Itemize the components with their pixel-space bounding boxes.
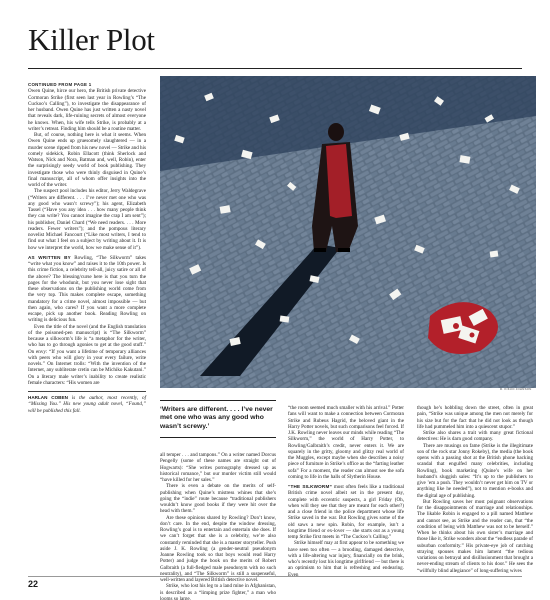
paragraph: all temper . . . and tampons.” On a writer named Dorcus Pengelly (some of these names are straight out of Hogwarts): “She writes pornography dressed up as historical romance,” but our murder victim still would “have killed for her sales.” (160, 452, 276, 483)
article-column-4 (417, 405, 533, 574)
paragraph: Owen Quine, hirce our hero, the British private detective Cormoran Strike (first seen last year in Rowling’s “The Cuckoo’s Calling”), to investigate the disappearance of her husband. Owen Quine has just written a nasty novel that reveals dark, life-ruining secrets of almost everyone he knows. When, his wife tells Strike, is probably at a writer’s retreat. Finding him should be a routine matter. (28, 88, 146, 132)
author-bio: HARLAN COBEN is the author, most recently, of “Missing You.” His new young adult novel, “Found,” will be published this fall. (28, 395, 146, 414)
paragraph: Strike himself may at first appear to be something we have seen too often — a brooding, damaged detective, with a life-altering war injury, financially on the brink, who’s recently lost his longtime girlfriend — but there is an optimism to him that is refreshing and endearing. Even (288, 540, 404, 578)
section-lead: AS WRITTEN BY (28, 254, 71, 260)
page-title: Killer Plot (28, 22, 155, 57)
paragraph: There is even a debate on the merits of self-publishing when Quine’s mistress whines that she’s going the “indie” route because “traditional publishers wouldn’t know good books if they were hit over the head with them.” (160, 483, 276, 515)
pull-quote: ‘Writers are different. . . . I’ve never met one who was any good who wasn’t screwy.’ (160, 400, 276, 438)
paragraph: But Rowling saves her most poignant observations for the disappointments of marriage and relationships. The likable Robin is engaged to a pill named Matthew and cannot see, as Strike and the reader can, that “the condition of being with Matthew was not to be herself.” When he thinks about his own sister’s marriage and those like it, Strike wonders about the “endless parade of suburban conformity.” His private-eye job of catching straying spouses makes him lament “the tedious variations on betrayal and disillusionment that brought a never-ending stream of clients to his door.” He sees the “willfully blind allegiance” of long-suffering wives (417, 498, 533, 574)
article-column-1 (28, 82, 146, 414)
bio-divider (28, 391, 146, 414)
paragraph: Strike also shares a trait with many great fictional detectives: He is darn good company. (417, 430, 533, 443)
continued-label: CONTINUED FROM PAGE 1 (28, 82, 92, 87)
author-name: HARLAN COBEN (28, 395, 68, 400)
article-column-2 (160, 452, 276, 600)
paragraph: “THE SILKWORM” most often feels like a traditional British crime novel albeit set in the present day, complete with eccentric suspects, a girl Friday (Oh, when will they see that they are meant for each other?) and a close friend in the police department whose life Strike saved in the war. But Rowling gives some of the old saws a new spin. Robin, for example, isn’t a longtime friend or ex-lover — she starts out as a young temp Strike first meets in “The Cuckoo’s Calling.” (288, 484, 404, 540)
page-number: 22 (28, 579, 39, 589)
top-rule (28, 68, 522, 69)
paragraph: The suspect pool includes his editor, Jerry Waldegrave (“Writers are different. . . . I’ve never met one who was any good who wasn’t screwy”); his agent, Elizabeth Tassel (“Have you any idea . . . how many people think they can write? You cannot imagine the crap I am sent”); his publisher, Daniel Chard (“We need readers. . . . More readers. Fewer writers”); and the pompous literary novelist Michael Fancourt (“Like most writers, I tend to find out what I feel on a subject by writing about it. It is how we interpret the world, how we make sense of it”). (28, 188, 146, 251)
paragraph: But, of course, nothing here is what it seems. When Owen Quine ends up gruesomely slaughtered — in a murder scene ripped from his new novel — Strike and his comely sidekick, Robin Ellacott (think Sherlock and Watson, Nick and Nora, Batman and, well, Robin), enter the surprisingly seedy world of book publishing. They investigate those who were thinly disguised in Quine’s final manuscript, all of whom offer insights into the world of the writer. (28, 132, 146, 188)
article-column-3 (288, 405, 404, 578)
illustration (160, 76, 536, 388)
paragraph: AS WRITTEN BY Rowling, “The Silkworm” takes “write what you know” and raises it to the 10th power. Is this crime fiction, a celebrity tell-all, juicy satire or all of the above? The blessing/curse here is that you turn the pages for the whodunit, but you never lose sight that these observations on the publishing world come from the very top. This makes complete escape, something mandatory for a crime novel, almost impossible — but then again, who cares? If you want a more complete escape, pick up another book. Reading Rowling on writing is delicious fun. (28, 254, 146, 324)
detective-illustration (160, 76, 536, 388)
footer-rule (28, 576, 522, 577)
paragraph: There are musings on fame (Strike is the illegitimate son of the rock star Jonny Rokeby), the media (the book opens with a passing shot at the British phone hacking scandal that engulfed many celebrities, including Rowling), book marketing (Quine’s wife on her husband’s sluggish sales: “It’s up to the publishers to give ’em a push. They wouldn’t never get him on TV or anything like he needed”), not to mention e-books and the digital age of publishing. (417, 442, 533, 499)
section-lead: “THE SILKWORM” (288, 484, 332, 489)
paragraph: Even the title of the novel (and the English translation of the poisoned-pen manuscript) is “The Silkworm” because a silkworm’s life is “a metaphor for the writer, who has to go through agonies to get at the good stuff.” On envy: “If you want a lifetime of temporary alliances with peers who will glory in your every failure, write novels.” On Internet trolls: “With the invention of the Internet, any subliterate cretin can be Michiko Kakutani.” On a literary male writer’s inability to create realistic female characters: “His women are (28, 323, 146, 386)
paragraph: Are these opinions shared by Rowling? Don’t know, don’t care. In the end, despite the window dressing, Rowling’s goal is to entertain and entertain she does. If we can’t forget that she is a celebrity, we’re also constantly reminded that she is a master storyteller. Push aside J. K. Rowling (a gender-neutral pseudonym Joanne Rowling took so that boys would read Harry Potter) and judge the book on the merits of Robert Galbraith (a full-fledged male pseudonym with no such neutrality), and “The Silkworm” is still a suspenseful, well-written and layered British detective novel. (160, 514, 276, 583)
illustration-credit: R. KIKUO JOHNSON (500, 387, 532, 391)
paragraph: though he’s hobbling down the street, often in great pain, “Strike was unique among the men not merely for his size but for the fact that he did not look as though life had pummeled him into a quiescent stupor.” (417, 405, 533, 430)
paragraph: “the room seemed much smaller with his arrival.” Potter fans will want to make a connection between Cormoran Strike and Rubeus Hagrid, the beloved giant in the Harry Potter novels, but such comparisons feel forced. If J.K. Rowling never leaves our minds while reading “The Silkworm,” the world of Harry Potter, to Rowling/Galbraith’s credit, never enters it. We are squarely in the gritty, gloomy and glitzy real world of the Muggles, except maybe when she describes a noisy piece of furniture in Strike’s office as the “farting leather sofa” For a moment, the reader can almost see the sofa coming to life in the halls of Slytherin House. (288, 405, 404, 480)
paragraph: Strike, who lost his leg to a land mine in Afghanistan, is described as a “limping prize fighter,” a man who looms so large, (160, 583, 276, 600)
